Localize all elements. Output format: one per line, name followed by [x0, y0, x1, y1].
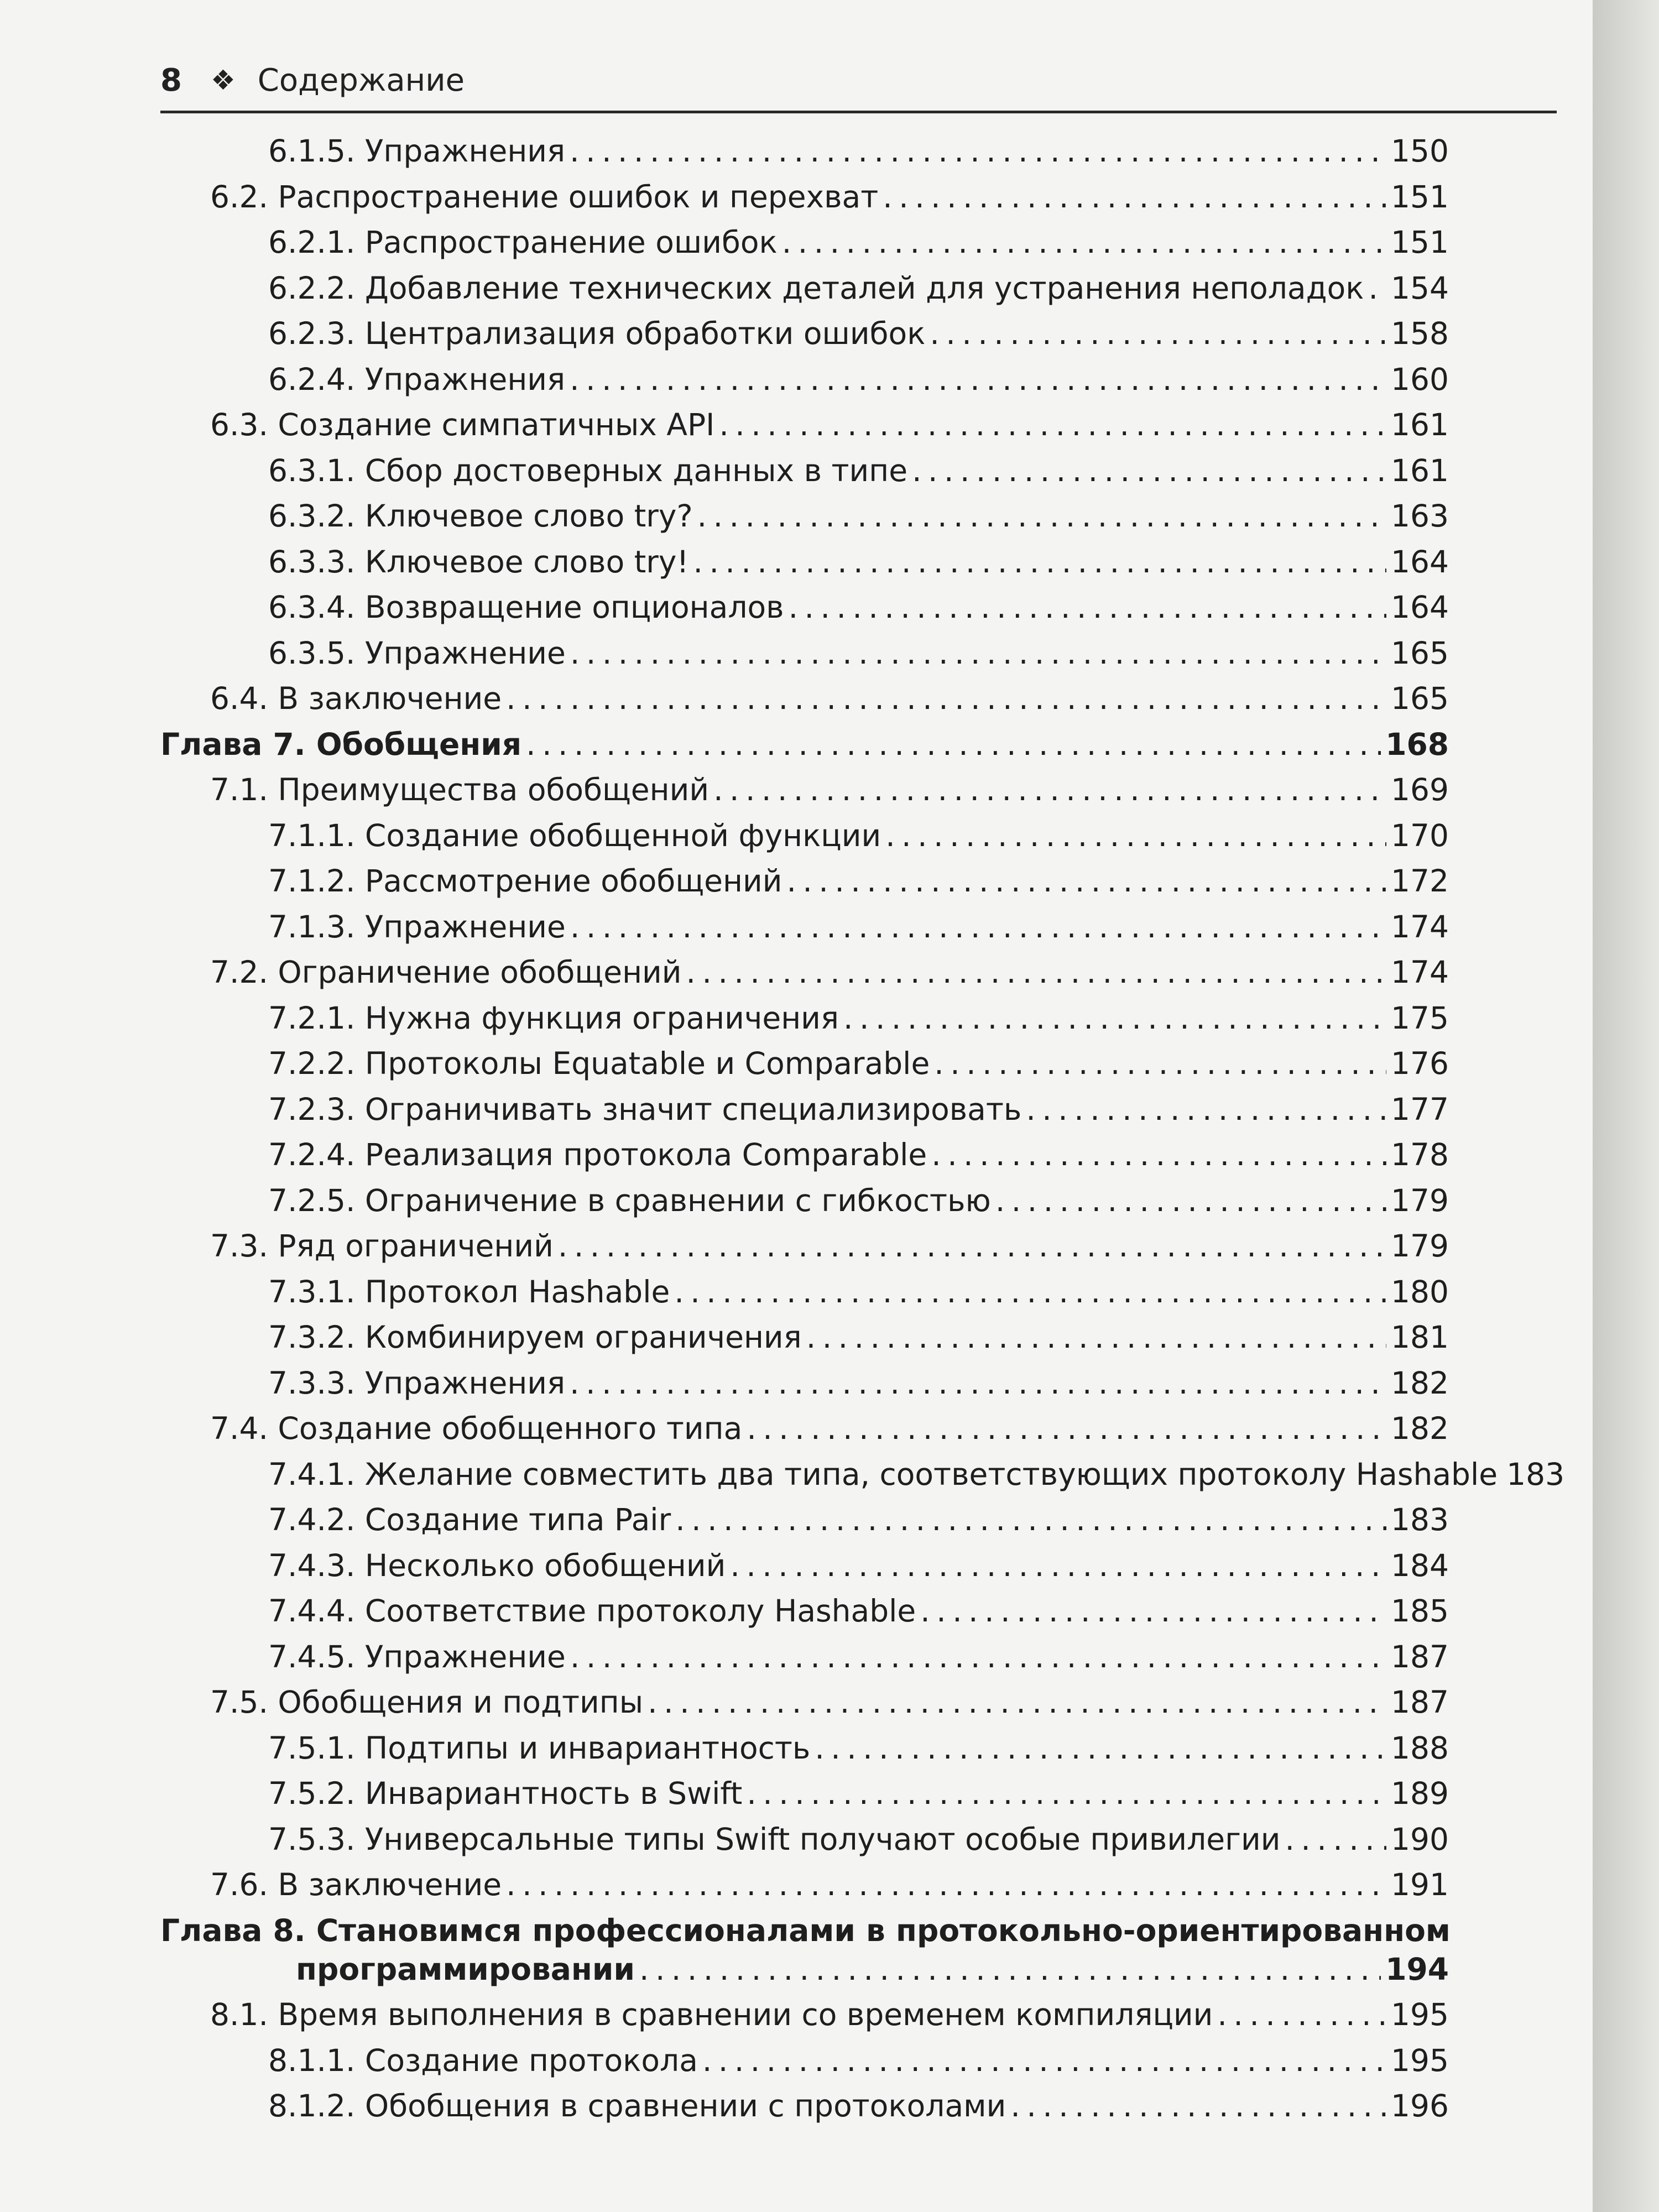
dot-leader: [1369, 269, 1386, 307]
toc-page-number: 182: [1391, 1365, 1449, 1401]
toc-label: 7.4. Создание обобщенного типа: [210, 1411, 743, 1446]
dot-leader: [789, 588, 1386, 627]
dot-leader: [693, 542, 1387, 581]
toc-entry: [160, 1272, 1449, 1311]
toc-entry: [160, 1044, 1449, 1083]
toc-entry: [160, 2041, 1449, 2080]
dot-leader: [883, 178, 1386, 216]
toc-label: 7.2.3. Ограничивать значит специализировать: [268, 1091, 1022, 1127]
toc-page-number: 179: [1391, 1182, 1449, 1218]
toc-entry: [160, 1865, 1449, 1904]
toc-page-number: 158: [1391, 316, 1449, 351]
toc-page-number: 163: [1391, 498, 1449, 534]
toc-label: 6.2.2. Добавление технических деталей для устранения неполадок: [268, 270, 1364, 306]
toc-label: 7.1.3. Упражнение: [268, 909, 566, 945]
dot-leader: [713, 770, 1386, 809]
toc-page-number: 188: [1391, 1730, 1449, 1766]
header-title: Содержание: [257, 62, 465, 98]
dot-leader: [526, 725, 1381, 764]
dot-leader: [506, 679, 1386, 718]
dot-leader: [843, 999, 1386, 1037]
toc-page-number: 183: [1391, 1502, 1449, 1537]
toc-page-number: 154: [1391, 270, 1449, 306]
toc-page-number: 182: [1391, 1411, 1449, 1446]
toc-label: 8.1. Время выполнения в сравнении со временем компиляции: [210, 1997, 1213, 2032]
toc-label: 7.5. Обобщения и подтипы: [210, 1684, 644, 1720]
toc-entry: [160, 1135, 1449, 1174]
toc-page-number: 176: [1391, 1046, 1449, 1081]
toc-page-number: 181: [1391, 1319, 1449, 1355]
running-header: [160, 55, 465, 105]
dot-leader: [747, 1774, 1386, 1813]
toc-page-number: 151: [1391, 225, 1449, 260]
toc-label: 7.2. Ограничение обобщений: [210, 954, 682, 990]
toc-label: 7.4.4. Соответствие протоколу Hashable: [268, 1593, 916, 1629]
toc-entry: [160, 497, 1449, 535]
toc-entry: [160, 1729, 1449, 1767]
toc-main-list: [160, 132, 1565, 1904]
toc-page-number: 179: [1391, 1228, 1449, 1264]
dot-leader: [934, 1044, 1386, 1083]
dot-leader: [930, 314, 1386, 353]
dot-leader: [686, 953, 1386, 992]
toc-entry: [160, 1820, 1449, 1859]
toc-label: 6.2.4. Упражнения: [268, 361, 566, 397]
dot-leader: [747, 1409, 1386, 1448]
toc-label: 8.1.1. Создание протокола: [268, 2042, 698, 2078]
dot-leader: [1217, 1995, 1386, 2034]
toc-label: 6.2. Распространение ошибок и перехват: [210, 179, 879, 215]
dot-leader: [885, 816, 1386, 855]
toc-page-number: 170: [1391, 817, 1449, 853]
toc-label: 6.2.3. Централизация обработки ошибок: [268, 316, 926, 351]
dot-leader: [786, 862, 1386, 900]
toc-entry: [160, 269, 1449, 307]
toc-page-number: 150: [1391, 133, 1449, 169]
toc-page-number: 189: [1391, 1776, 1449, 1811]
toc-label: 6.1.5. Упражнения: [268, 133, 566, 169]
toc-page-number: 187: [1391, 1684, 1449, 1720]
dot-leader: [570, 907, 1386, 946]
toc-entry: [160, 862, 1449, 900]
toc-label: 7.3.1. Протокол Hashable: [268, 1274, 670, 1310]
toc-page-number: 196: [1391, 2088, 1449, 2124]
toc-label: 7.4.2. Создание типа Pair: [268, 1502, 671, 1537]
dot-leader: [506, 1865, 1386, 1904]
toc-page-number: 165: [1391, 635, 1449, 671]
toc-entry: [160, 542, 1449, 581]
toc-label: 8.1.2. Обобщения в сравнении с протоколами: [268, 2088, 1006, 2124]
chapter-8-title-line1: Глава 8. Становимся профессионалами в протокольно-ориентированном: [160, 1912, 1451, 1948]
dot-leader: [1285, 1820, 1386, 1859]
toc-page-number: 172: [1391, 863, 1449, 899]
toc-page-number: 160: [1391, 361, 1449, 397]
toc-label: 7.3.3. Упражнения: [268, 1365, 566, 1401]
toc-label: 7.3. Ряд ограничений: [210, 1228, 554, 1264]
dot-leader: [1010, 2086, 1386, 2125]
toc-page-number: 165: [1391, 681, 1449, 716]
toc-label: 7.2.2. Протоколы Equatable и Comparable: [268, 1046, 930, 1081]
toc-label: 7.2.1. Нужна функция ограничения: [268, 1000, 839, 1036]
toc-page-number: 195: [1391, 1997, 1449, 2032]
toc-page-number: 191: [1391, 1867, 1449, 1902]
dot-leader: [806, 1318, 1386, 1357]
toc-page-number: 178: [1391, 1137, 1449, 1172]
toc-label: 7.4.5. Упражнение: [268, 1639, 566, 1674]
dot-leader: [675, 1500, 1386, 1539]
toc-entry: [160, 634, 1449, 672]
toc-entry: [160, 1090, 1449, 1129]
toc-entry: [160, 770, 1449, 809]
toc-label: 7.5.3. Универсальные типы Swift получают особые привилегии: [268, 1821, 1281, 1857]
toc-label: 7.5.1. Подтипы и инвариантность: [268, 1730, 811, 1766]
toc-entry: [160, 1500, 1449, 1539]
dot-leader: [570, 360, 1386, 399]
toc-page-number: 190: [1391, 1821, 1449, 1857]
dot-leader: [570, 132, 1386, 170]
toc-label: 6.3.3. Ключевое слово try!: [268, 544, 689, 580]
toc-page-number: 184: [1391, 1547, 1449, 1583]
toc-label: 6.3.4. Возвращение опционалов: [268, 589, 784, 625]
toc-label: 6.4. В заключение: [210, 681, 502, 716]
dot-leader: [719, 405, 1386, 444]
toc-page-number: 161: [1391, 407, 1449, 442]
toc-label: 6.3. Создание симпатичных API: [210, 407, 715, 442]
toc-page-number: 194: [1385, 1951, 1449, 1987]
toc-entry: [160, 1774, 1449, 1813]
toc-page-number: 175: [1391, 1000, 1449, 1036]
dot-leader: [570, 1637, 1386, 1676]
toc-entry: [160, 360, 1449, 399]
toc-page-number: 177: [1391, 1091, 1449, 1127]
dot-leader: [995, 1181, 1386, 1220]
toc-label: Глава 7. Обобщения: [160, 726, 522, 762]
toc-page-number: 174: [1391, 909, 1449, 945]
dot-leader: [702, 2041, 1386, 2080]
toc-entry: [160, 907, 1449, 946]
toc-label: 6.3.1. Сбор достоверных данных в типе: [268, 452, 908, 488]
toc-entry: [160, 1364, 1449, 1402]
toc-label: 6.2.1. Распространение ошибок: [268, 225, 778, 260]
page-number: 8: [160, 62, 182, 98]
toc-entry: [160, 132, 1449, 170]
dot-leader: [558, 1227, 1386, 1265]
dot-leader: [674, 1272, 1386, 1311]
toc-page-number: 187: [1391, 1639, 1449, 1674]
toc-page-number: 164: [1391, 544, 1449, 580]
toc-label: 7.4.3. Несколько обобщений: [268, 1547, 726, 1583]
dot-leader: [912, 451, 1386, 490]
toc-entry: [160, 1227, 1449, 1265]
dot-leader: [648, 1683, 1386, 1721]
toc-label: 7.1. Преимущества обобщений: [210, 772, 709, 807]
toc-entry: [160, 1409, 1449, 1448]
toc-entry: [160, 405, 1449, 444]
dot-leader: [782, 223, 1386, 262]
toc-entry: [160, 1637, 1449, 1676]
toc-entry: [160, 451, 1449, 490]
toc-page-number: 180: [1391, 1274, 1449, 1310]
toc-label: 7.3.2. Комбинируем ограничения: [268, 1319, 802, 1355]
chapter-8-title-line2: [160, 1950, 1449, 1989]
toc-page-number: 168: [1385, 726, 1449, 762]
toc-label: 6.3.5. Упражнение: [268, 635, 566, 671]
toc-entry: [160, 178, 1449, 216]
toc-label: 7.2.5. Ограничение в сравнении с гибкостью: [268, 1182, 991, 1218]
toc-label: 7.1.2. Рассмотрение обобщений: [268, 863, 782, 899]
dot-leader: [920, 1592, 1386, 1630]
toc-entry: [160, 1181, 1449, 1220]
dot-leader: [697, 497, 1386, 535]
toc-page-number: 185: [1391, 1593, 1449, 1629]
toc-entry: [160, 1455, 1565, 1494]
toc-entry: [160, 679, 1449, 718]
toc-label: 7.1.1. Создание обобщенной функции: [268, 817, 881, 853]
toc-page-number: 183: [1506, 1456, 1565, 1492]
toc-chapter-entry: [160, 725, 1449, 764]
toc-entry: [160, 1318, 1449, 1357]
dot-leader: [815, 1729, 1386, 1767]
toc-entry: [160, 2086, 1449, 2125]
toc-entry: [160, 1546, 1449, 1585]
toc-label: 6.3.2. Ключевое слово try?: [268, 498, 693, 534]
toc-page-number: 174: [1391, 954, 1449, 990]
toc-chapter-8: [160, 1911, 1449, 1989]
toc-label: программировании: [296, 1951, 635, 1987]
dot-leader: [931, 1135, 1386, 1174]
toc-label: 7.6. В заключение: [210, 1867, 502, 1902]
dot-leader: [1026, 1090, 1386, 1129]
toc-entry: [160, 314, 1449, 353]
toc-entry: [160, 223, 1449, 262]
toc-page-number: 195: [1391, 2042, 1449, 2078]
toc-entry: [160, 816, 1449, 855]
toc-entry: [160, 953, 1449, 992]
toc-entry: [160, 999, 1449, 1037]
toc-label: 7.5.2. Инвариантность в Swift: [268, 1776, 743, 1811]
toc-entry: [160, 1995, 1449, 2034]
toc-label: 7.2.4. Реализация протокола Comparable: [268, 1137, 927, 1172]
toc-page-number: 151: [1391, 179, 1449, 215]
dot-leader: [730, 1546, 1386, 1585]
toc-page-number: 169: [1391, 772, 1449, 807]
ornament-icon: ❖: [210, 64, 236, 96]
dot-leader: [639, 1950, 1381, 1989]
toc-label: 7.4.1. Желание совместить два типа, соответствующих протоколу Hashable: [268, 1456, 1498, 1492]
dot-leader: [570, 1364, 1386, 1402]
toc-page-number: 164: [1391, 589, 1449, 625]
toc-entry: [160, 1683, 1449, 1721]
table-of-contents: [160, 132, 1565, 2132]
dot-leader: [570, 634, 1386, 672]
toc-tail-list: [160, 1995, 1449, 2125]
toc-page-number: 161: [1391, 452, 1449, 488]
toc-entry: [160, 1592, 1449, 1630]
header-rule: [160, 111, 1557, 113]
toc-entry: [160, 588, 1449, 627]
page-edge: [1593, 0, 1659, 2212]
